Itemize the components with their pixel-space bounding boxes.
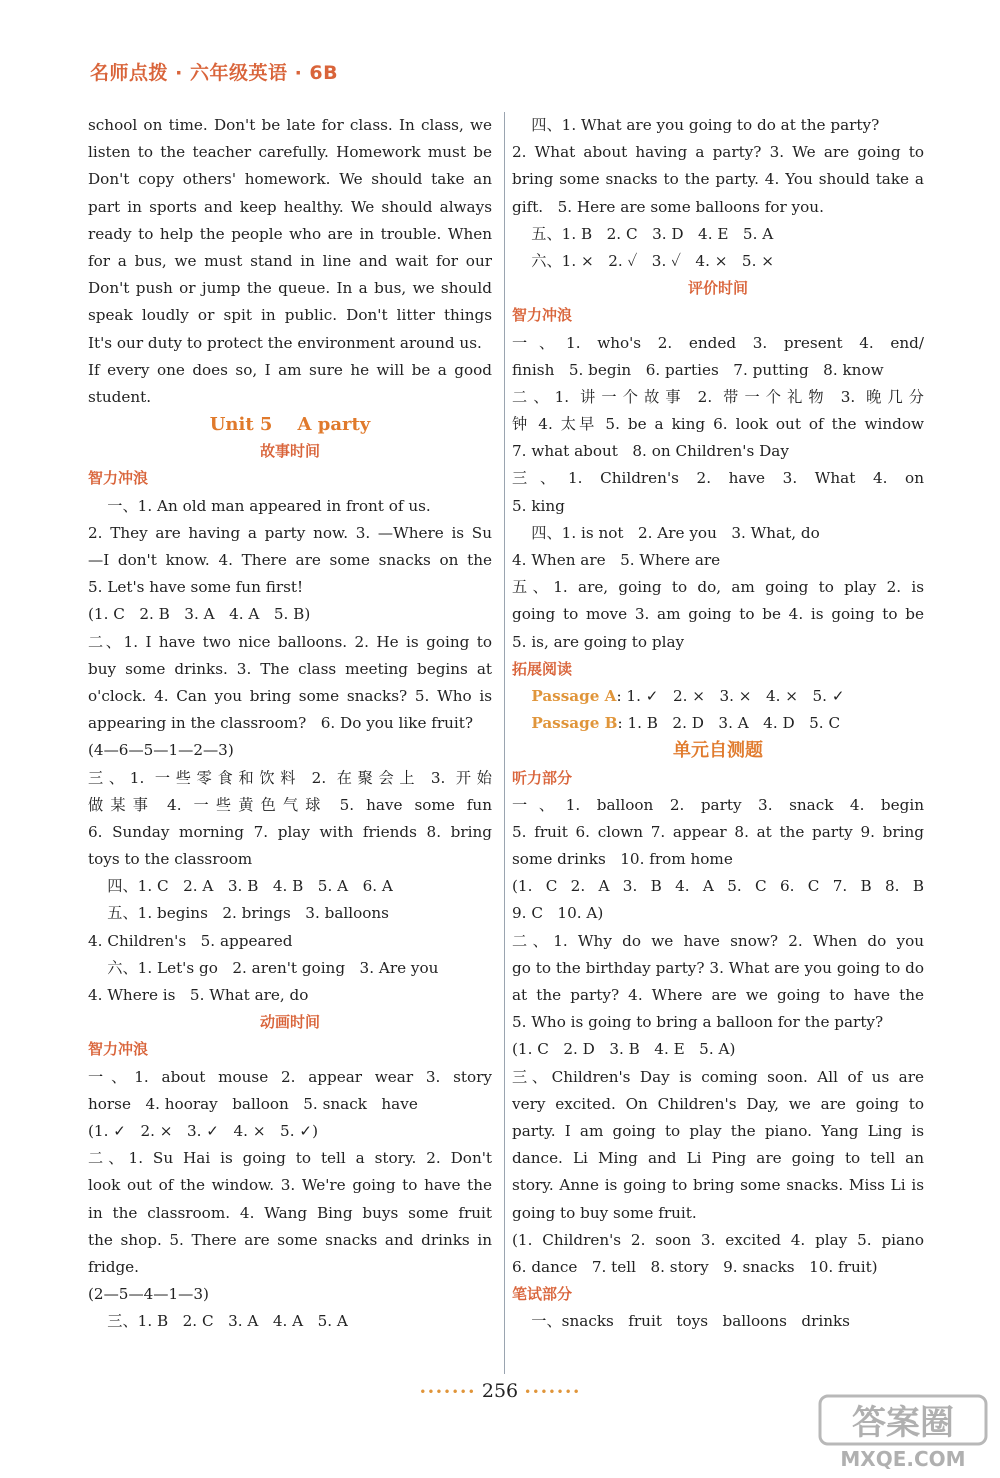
section-heading: 智力冲浪	[88, 1040, 149, 1059]
text-line: in the classroom. 4. Wang Bing buys some fruit	[88, 1203, 492, 1222]
text-line: 6. Sunday morning 7. play with friends 8. bring	[88, 822, 492, 841]
text-line: listen to the teacher carefully. Homework must be	[88, 143, 492, 162]
text-line: 一、snacks fruit toys balloons drinks	[512, 1312, 850, 1331]
text-line: story. Anne is going to bring some snacks. Miss Li is	[512, 1176, 924, 1195]
text-line: 4. Children's 5. appeared	[88, 931, 293, 950]
text-line: 三、1. 一些零食和饮料 2. 在聚会上 3. 开始	[88, 768, 492, 787]
text-line: 5. Let's have some fun first!	[88, 578, 304, 597]
unit-title: 单元自测题	[673, 740, 763, 762]
text-line: 六、1. Let's go 2. aren't going 3. Are you	[88, 958, 439, 977]
text-line: 四、1. is not 2. Are you 3. What, do	[512, 523, 820, 542]
text-line: finish 5. begin 6. parties 7. putting 8. know	[512, 360, 884, 379]
subsection-heading: 评价时间	[687, 279, 748, 298]
text-line: —I don't know. 4. There are some snacks on the	[88, 551, 492, 569]
text-line: buy some drinks. 3. The class meeting begins at	[88, 659, 492, 678]
text-line: 9. C 10. A)	[512, 904, 604, 923]
text-line: It's our duty to protect the environment around us.	[88, 333, 482, 352]
page-number: 256	[481, 1380, 519, 1402]
text-line: part in sports and keep healthy. We should always	[88, 197, 492, 216]
text-line: school on time. Don't be late for class. In class, we	[88, 116, 492, 134]
text-line: 5. is, are going to play	[512, 632, 685, 651]
footer-dots-right: •••••••	[524, 1385, 581, 1399]
text-line: ready to help the people who are in trouble. When	[88, 224, 492, 243]
text-line: (4—6—5—1—2—3)	[88, 741, 234, 760]
left-column	[88, 112, 492, 1335]
section-heading: 智力冲浪	[512, 306, 573, 325]
text-line: gift. 5. Here are some balloons for you.	[512, 197, 824, 216]
subsection-heading: 故事时间	[259, 442, 320, 461]
text-line: some drinks 10. from home	[512, 850, 733, 869]
text-line: student.	[88, 387, 152, 406]
text-line: 2. What about having a party? 3. We are going to	[512, 143, 924, 162]
text-line: 钟 4. 太早 5. be a king 6. look out of the window	[512, 415, 924, 434]
section-heading: 智力冲浪	[88, 469, 149, 488]
section-heading: 听力部分	[512, 768, 573, 787]
text-line: 五、1. B 2. C 3. D 4. E 5. A	[512, 224, 774, 243]
text-line: party. I am going to play the piano. Yang Ling is	[512, 1121, 924, 1140]
text-line: fridge.	[88, 1257, 139, 1276]
text-line: 一、1. about mouse 2. appear wear 3. story	[88, 1067, 492, 1086]
text-line: (1. ✓ 2. × 3. ✓ 4. × 5. ✓)	[88, 1121, 319, 1140]
subsection-heading: 动画时间	[259, 1013, 320, 1032]
unit-title: Unit 5 A party	[209, 414, 371, 436]
text-line: for a bus, we must stand in line and wait for our	[88, 251, 492, 270]
section-heading: 拓展阅读	[512, 659, 573, 678]
text-line: 二、1. Su Hai is going to tell a story. 2. Don't	[88, 1149, 492, 1168]
text-line: 一、1. balloon 2. party 3. snack 4. begin	[512, 795, 924, 814]
text-line: 四、1. What are you going to do at the party?	[512, 116, 880, 134]
passage-label: Passage B	[531, 714, 618, 733]
svg-text:MXQE.COM: MXQE.COM	[840, 1447, 966, 1471]
text-line: (1. C 2. B 3. A 4. A 5. B)	[88, 605, 311, 624]
svg-text:答案圈: 答案圈	[852, 1403, 954, 1443]
text-line: appearing in the classroom? 6. Do you like fruit?	[88, 714, 474, 733]
text-line: the shop. 5. There are some snacks and drinks in	[88, 1230, 492, 1249]
text-line: speak loudly or spit in public. Don't litter things	[88, 306, 492, 325]
text-line: bring some snacks to the party. 4. You should take a	[512, 170, 924, 189]
section-heading: 笔试部分	[512, 1285, 573, 1304]
passage-label: Passage A	[531, 686, 617, 705]
text-line: 五、1. begins 2. brings 3. balloons	[88, 904, 389, 923]
text-line: 7. what about 8. on Children's Day	[512, 442, 789, 461]
text-line: 五、1. are, going to do, am going to play 2. is	[512, 578, 924, 597]
text-line: 一、1. who's 2. ended 3. present 4. end/	[512, 333, 924, 352]
text-line: (1. C 2. D 3. B 4. E 5. A)	[512, 1040, 736, 1059]
text-line: toys to the classroom	[88, 850, 253, 869]
column-divider	[504, 112, 505, 1374]
text-line: 一、1. An old man appeared in front of us.	[88, 496, 431, 515]
passage-answer-line	[512, 683, 924, 710]
passage-answers: : 1. B 2. D 3. A 4. D 5. C	[617, 714, 841, 733]
text-line: 三、Children's Day is coming soon. All of us are	[512, 1067, 924, 1086]
text-line: 4. When are 5. Where are	[512, 551, 721, 569]
text-line: (1. Children's 2. soon 3. excited 4. play 5. piano	[512, 1230, 924, 1249]
text-line: horse 4. hooray balloon 5. snack have	[88, 1094, 418, 1113]
text-line: o'clock. 4. Can you bring some snacks? 5. Who is	[88, 686, 492, 705]
text-line: 四、1. C 2. A 3. B 4. B 5. A 6. A	[88, 877, 393, 896]
text-line: 二、1. 讲一个故事 2. 带一个礼物 3. 晚几分	[512, 387, 924, 406]
text-line: Don't copy others' homework. We should take an	[88, 170, 492, 189]
text-line: 5. fruit 6. clown 7. appear 8. at the party 9. bring	[512, 822, 924, 841]
footer-dots-left: •••••••	[419, 1385, 476, 1399]
text-line: go to the birthday party? 3. What are you going to do	[512, 958, 924, 977]
passage-answers: : 1. ✓ 2. × 3. × 4. × 5. ✓	[616, 686, 845, 705]
text-line: 6. dance 7. tell 8. story 9. snacks 10. fruit)	[512, 1257, 878, 1276]
text-line: 5. king	[512, 496, 565, 515]
text-line: 二、1. I have two nice balloons. 2. He is going to	[88, 632, 492, 651]
passage-answer-line	[512, 710, 924, 737]
text-line: look out of the window. 3. We're going to have the	[88, 1176, 492, 1195]
text-line: 2. They are having a party now. 3. —Where is Su	[88, 523, 492, 542]
text-line: 5. Who is going to bring a balloon for the party?	[512, 1013, 884, 1032]
page-header: 名师点拨 · 六年级英语 · 6B	[90, 62, 339, 84]
text-line: 三、1. B 2. C 3. A 4. A 5. A	[88, 1312, 348, 1331]
text-line: going to move 3. am going to be 4. is going to be	[512, 605, 924, 624]
text-line: 4. Where is 5. What are, do	[88, 986, 309, 1004]
text-line: 做某事 4. 一些黄色气球 5. have some fun	[88, 795, 492, 814]
text-line: going to buy some fruit.	[512, 1203, 697, 1222]
text-line: (1. C 2. A 3. B 4. A 5. C 6. C 7. B 8. B	[512, 877, 924, 896]
text-line: 三、1. Children's 2. have 3. What 4. on	[512, 469, 924, 488]
text-line: Don't push or jump the queue. In a bus, we should	[88, 279, 492, 298]
text-line: dance. Li Ming and Li Ping are going to tell an	[512, 1149, 924, 1168]
watermark-logo	[818, 1394, 988, 1472]
text-line: 二、1. Why do we have snow? 2. When do you	[512, 931, 924, 950]
text-line: 六、1. × 2. ✓ 3. ✓ 4. × 5. ×	[512, 251, 774, 270]
text-line: at the party? 4. Where are we going to have the	[512, 986, 924, 1004]
text-line: If every one does so, I am sure he will be a good	[88, 360, 492, 379]
text-line: (2—5—4—1—3)	[88, 1285, 209, 1304]
text-line: very excited. On Children's Day, we are going to	[512, 1094, 924, 1113]
right-column	[512, 112, 924, 1335]
